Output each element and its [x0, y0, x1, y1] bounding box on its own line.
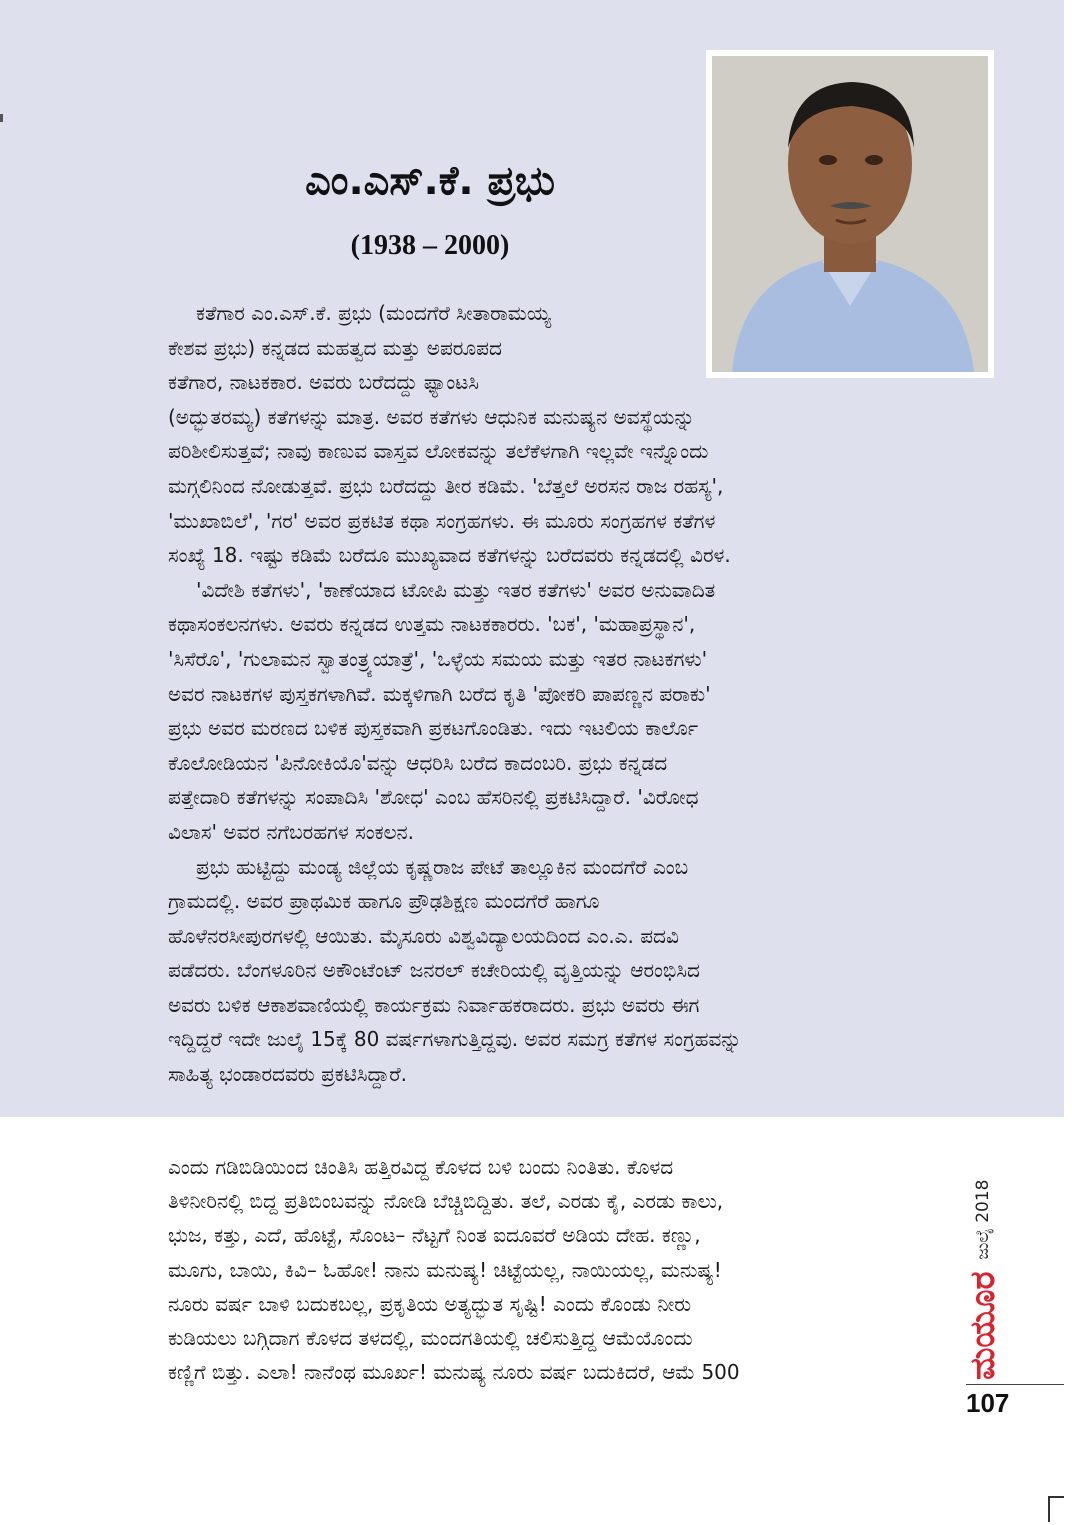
- bio-text: [168, 296, 928, 1092]
- bio-line: ಪಡೆದರು. ಬೆಂಗಳೂರಿನ ಅಕೌಂಟೆಂಟ್ ಜನರಲ್ ಕಚೇರಿಯಲ್ಲಿ ವೃತ್ತಿಯನ್ನು ಆರಂಭಿಸಿದ: [168, 958, 700, 983]
- bio-line: ಇದ್ದಿದ್ದರೆ ಇದೇ ಜುಲೈ 15ಕ್ಕೆ 80 ವರ್ಷಗಳಾಗುತ್ತಿದ್ದವು. ಅವರ ಸಮಗ್ರ ಕತೆಗಳ ಸಂಗ್ರಹವನ್ನು: [168, 1027, 742, 1052]
- issue-date: ಜುಲೈ 2018: [973, 1179, 993, 1260]
- story-line: ಎಂದು ಗಡಿಬಿಡಿಯಿಂದ ಚಿಂತಿಸಿ ಹತ್ತಿರವಿದ್ದ ಕೊಳದ ಬಳಿ ಬಂದು ನಿಂತಿತು. ಕೊಳದ: [168, 1155, 674, 1179]
- crop-corner-mark: [1048, 1496, 1064, 1522]
- magazine-logo: ಮಯೂರ: [963, 1271, 1003, 1380]
- bio-line: ಪತ್ತೇದಾರಿ ಕತೆಗಳನ್ನು ಸಂಪಾದಿಸಿ 'ಶೋಧ' ಎಂಬ ಹೆಸರಿನಲ್ಲಿ ಪ್ರಕಟಿಸಿದ್ದಾರೆ. 'ವಿರೋಧ: [168, 785, 699, 810]
- bio-line: ಅವರು ಬಳಿಕ ಆಕಾಶವಾಣಿಯಲ್ಲಿ ಕಾರ್ಯಕ್ರಮ ನಿರ್ವಾಹಕರಾದರು. ಪ್ರಭು ಅವರು ಈಗ: [168, 992, 700, 1017]
- bio-line: ಸಂಖ್ಯೆ 18. ಇಷ್ಟು ಕಡಿಮೆ ಬರೆದೂ ಮುಖ್ಯವಾದ ಕತೆಗಳನ್ನು ಬರೆದವರು ಕನ್ನಡದಲ್ಲಿ ವಿರಳ.: [168, 543, 731, 568]
- bio-line: ಪರಿಶೀಲಿಸುತ್ತವೆ; ನಾವು ಕಾಣುವ ವಾಸ್ತವ ಲೋಕವನ್ನು ತಲೆಕೆಳಗಾಗಿ ಇಲ್ಲವೇ ಇನ್ನೊಂದು: [168, 439, 709, 464]
- magazine-sidebar: [958, 1120, 1008, 1380]
- bio-line: 'ಮುಖಾಬಿಲೆ', 'ಗರ' ಅವರ ಪ್ರಕಟಿತ ಕಥಾ ಸಂಗ್ರಹಗಳು. ಈ ಮೂರು ಸಂಗ್ರಹಗಳ ಕತೆಗಳ: [168, 508, 716, 533]
- page-number: 107: [966, 1388, 1010, 1418]
- sidebar-rotated: [958, 1120, 1008, 1380]
- story-line: ಕಣ್ಣಿಗೆ ಬಿತ್ತು. ಎಲಾ! ನಾನೆಂಥ ಮೂರ್ಖ! ಮನುಷ್ಯ ನೂರು ವರ್ಷ ಬದುಕಿದರೆ, ಆಮೆ 500: [168, 1360, 740, 1385]
- edge-tick-mark: [0, 114, 3, 122]
- story-line: ಭುಜ, ಕತ್ತು, ಎದೆ, ಹೊಟ್ಟೆ, ಸೊಂಟ– ನೆಟ್ಟಗೆ ನಿಂತ ಐದೂವರೆ ಅಡಿಯ ದೇಹ. ಕಣ್ಣು,: [168, 1223, 701, 1248]
- bio-line: ಗ್ರಾಮದಲ್ಲಿ. ಅವರ ಪ್ರಾಥಮಿಕ ಹಾಗೂ ಪ್ರೌಢಶಿಕ್ಷಣ ಮಂದಗೆರೆ ಹಾಗೂ: [168, 889, 600, 914]
- bio-line: ಪ್ರಭು ಹುಟ್ಟಿದ್ದು ಮಂಡ್ಯ ಜಿಲ್ಲೆಯ ಕೃಷ್ಣರಾಜ ಪೇಟೆ ತಾಲ್ಲೂಕಿನ ಮಂದಗೆರೆ ಎಂಬ: [196, 854, 689, 879]
- bio-line: 'ಸಿಸೆರೊ', 'ಗುಲಾಮನ ಸ್ವಾತಂತ್ರ್ಯಯಾತ್ರೆ', 'ಒಳ್ಳೆಯ ಸಮಯ ಮತ್ತು ಇತರ ನಾಟಕಗಳು': [168, 646, 708, 671]
- bio-line: ಕತೆಗಾರ ಎಂ.ಎಸ್.ಕೆ. ಪ್ರಭು (ಮಂದಗೆರೆ ಸೀತಾರಾಮಯ್ಯ: [196, 301, 552, 325]
- bio-line: ಹೊಳೆನರಸೀಪುರಗಳಲ್ಲಿ ಆಯಿತು. ಮೈಸೂರು ವಿಶ್ವವಿದ್ಯಾಲಯದಿಂದ ಎಂ.ಎ. ಪದವಿ: [168, 923, 679, 948]
- story-text: [168, 1150, 928, 1389]
- bio-line: ಅವರ ನಾಟಕಗಳ ಪುಸ್ತಕಗಳಾಗಿವೆ. ಮಕ್ಕಳಿಗಾಗಿ ಬರೆದ ಕೃತಿ 'ಪೋಕರಿ ಪಾಪಣ್ಣನ ಪರಾಕು': [168, 681, 711, 706]
- article-title: ಎಂ.ಎಸ್.ಕೆ. ಪ್ರಭು: [305, 158, 555, 204]
- story-line: ತಿಳಿನೀರಿನಲ್ಲಿ ಬಿದ್ದ ಪ್ರತಿಬಿಂಬವನ್ನು ನೋಡಿ ಬೆಚ್ಚಿಬಿದ್ದಿತು. ತಲೆ, ಎರಡು ಕೈ, ಎರಡು ಕಾಲು,: [168, 1189, 724, 1214]
- story-line: ನೂರು ವರ್ಷ ಬಾಳಿ ಬದುಕಬಲ್ಲ, ಪ್ರಕೃತಿಯ ಅತ್ಯದ್ಭುತ ಸೃಷ್ಟಿ! ಎಂದು ಕೊಂಡು ನೀರು: [168, 1291, 692, 1316]
- life-years: (1938 – 2000): [350, 230, 510, 261]
- story-line: ಕುಡಿಯಲು ಬಗ್ಗಿದಾಗ ಕೊಳದ ತಳದಲ್ಲಿ, ಮಂದಗತಿಯಲ್ಲಿ ಚಲಿಸುತ್ತಿದ್ದ ಆಮೆಯೊಂದು: [168, 1326, 693, 1351]
- bio-line: ವಿಲಾಸ' ಅವರ ನಗೆಬರಹಗಳ ಸಂಕಲನ.: [168, 819, 415, 844]
- bio-line: ಸಾಹಿತ್ಯ ಭಂಡಾರದವರು ಪ್ರಕಟಿಸಿದ್ದಾರೆ.: [168, 1062, 408, 1087]
- bio-line: ಪ್ರಭು ಅವರ ಮರಣದ ಬಳಿಕ ಪುಸ್ತಕವಾಗಿ ಪ್ರಕಟಗೊಂಡಿತು. ಇದು ಇಟಲಿಯ ಕಾರ್ಲೊ: [168, 716, 699, 741]
- bio-line: (ಅದ್ಭುತರಮ್ಯ) ಕತೆಗಳನ್ನು ಮಾತ್ರ. ಅವರ ಕತೆಗಳು ಆಧುನಿಕ ಮನುಷ್ಯನ ಅವಸ್ಥೆಯನ್ನು: [168, 404, 695, 429]
- bio-line: ಕೊಲೋಡಿಯನ 'ಪಿನೋಕಿಯೊ'ವನ್ನು ಆಧರಿಸಿ ಬರೆದ ಕಾದಂಬರಿ. ಪ್ರಭು ಕನ್ನಡದ: [168, 750, 668, 775]
- story-line: ಮೂಗು, ಬಾಯಿ, ಕಿವಿ– ಓಹೋ! ನಾನು ಮನುಷ್ಯ! ಚಿಟ್ಟೆಯಲ್ಲ, ನಾಯಿಯಲ್ಲ, ಮನುಷ್ಯ!: [168, 1257, 722, 1282]
- bio-line: ಮಗ್ಗಲಿನಿಂದ ನೋಡುತ್ತವೆ. ಪ್ರಭು ಬರೆದದ್ದು ತೀರ ಕಡಿಮೆ. 'ಬೆತ್ತಲೆ ಅರಸನ ರಾಜ ರಹಸ್ಯ',: [168, 473, 724, 498]
- bio-line: ಕೇಶವ ಪ್ರಭು) ಕನ್ನಡದ ಮಹತ್ವದ ಮತ್ತು ಅಪರೂಪದ: [168, 335, 502, 360]
- bio-line: 'ವಿದೇಶಿ ಕತೆಗಳು', 'ಕಾಣೆಯಾದ ಟೋಪಿ ಮತ್ತು ಇತರ ಕತೆಗಳು' ಅವರ ಅನುವಾದಿತ: [196, 577, 716, 602]
- page-number-rule: [966, 1384, 1064, 1385]
- bio-line: ಕಥಾಸಂಕಲನಗಳು. ಅವರು ಕನ್ನಡದ ಉತ್ತಮ ನಾಟಕಕಾರರು. 'ಬಕ', 'ಮಹಾಪ್ರಸ್ಥಾನ',: [168, 612, 696, 637]
- bio-line: ಕತೆಗಾರ, ನಾಟಕಕಾರ. ಅವರು ಬರೆದದ್ದು ಫ್ಯಾಂಟಸಿ: [168, 370, 479, 395]
